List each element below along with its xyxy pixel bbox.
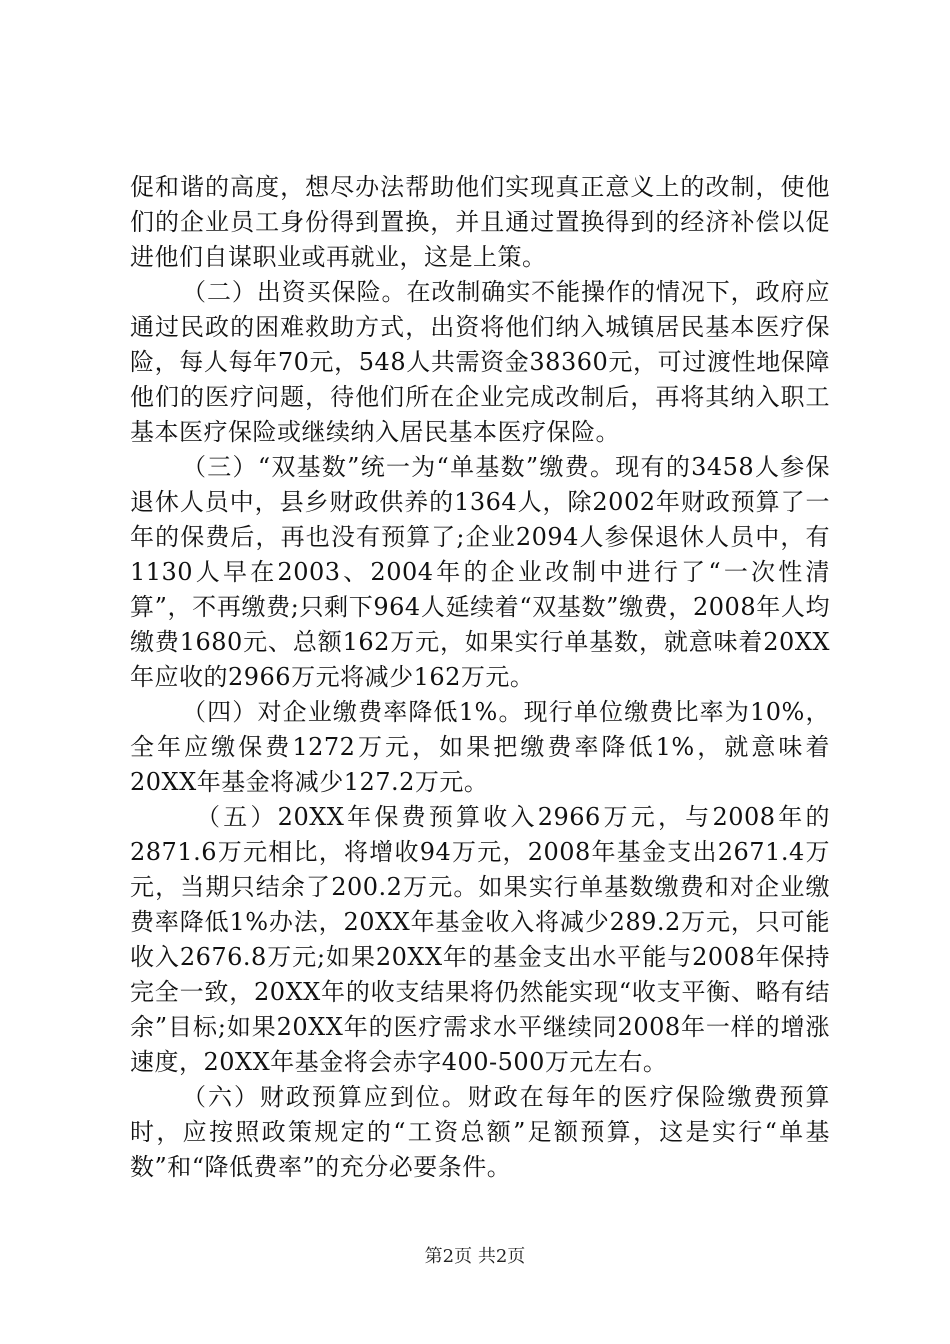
document-body	[130, 170, 830, 1185]
paragraph-6-fiscal-budget: （六）财政预算应到位。财政在每年的医疗保险缴费预算时，应按照政策规定的“工资总额”足额预算，这是实行“单基数”和“降低费率”的充分必要条件。	[130, 1083, 830, 1181]
paragraph-continuation: 促和谐的高度，想尽办法帮助他们实现真正意义上的改制，使他们的企业员工身份得到置换，并且通过置换得到的经济补偿以促进他们自谋职业或再就业，这是上策。	[130, 173, 830, 271]
paragraph-4-lower-rate: （四）对企业缴费率降低1%。现行单位缴费比率为10%，全年应缴保费1272万元，如果把缴费率降低1%，就意味着20XX年基金将减少127.2万元。	[130, 698, 830, 796]
paragraph-3-single-base: （三）“双基数”统一为“单基数”缴费。现有的3458人参保退休人员中，县乡财政供养的1364人，除2002年财政预算了一年的保费后，再也没有预算了;企业2094人参保退休人员中，有1130人早在2003、2004年的企业改制中进行了“一次性清算”，不再缴费;只剩下964人延续着“双基数”缴费，2008年人均缴费1680元、总额162万元，如果实行单基数，就意味着20XX年应收的2966万元将减少162万元。	[130, 453, 830, 691]
paragraph-5-budget: （五）20XX年保费预算收入2966万元，与2008年的2871.6万元相比，将增收94万元，2008年基金支出2671.4万元，当期只结余了200.2万元。如果实行单基数缴费和对企业缴费率降低1%办法，20XX年基金收入将减少289.2万元，只可能收入2676.8万元;如果20XX年的基金支出水平能与2008年保持完全一致，20XX年的收支结果将仍然能实现“收支平衡、略有结余”目标;如果20XX年的医疗需求水平继续同2008年一样的增涨速度，20XX年基金将会赤字400-500万元左右。	[130, 803, 830, 1076]
paragraph-2-buy-insurance: （二）出资买保险。在改制确实不能操作的情况下，政府应通过民政的困难救助方式，出资将他们纳入城镇居民基本医疗保险，每人每年70元，548人共需资金38360元，可过渡性地保障他们的医疗问题，待他们所在企业完成改制后，再将其纳入职工基本医疗保险或继续纳入居民基本医疗保险。	[130, 278, 830, 446]
page-number-footer: 第2页 共2页	[424, 1246, 526, 1267]
